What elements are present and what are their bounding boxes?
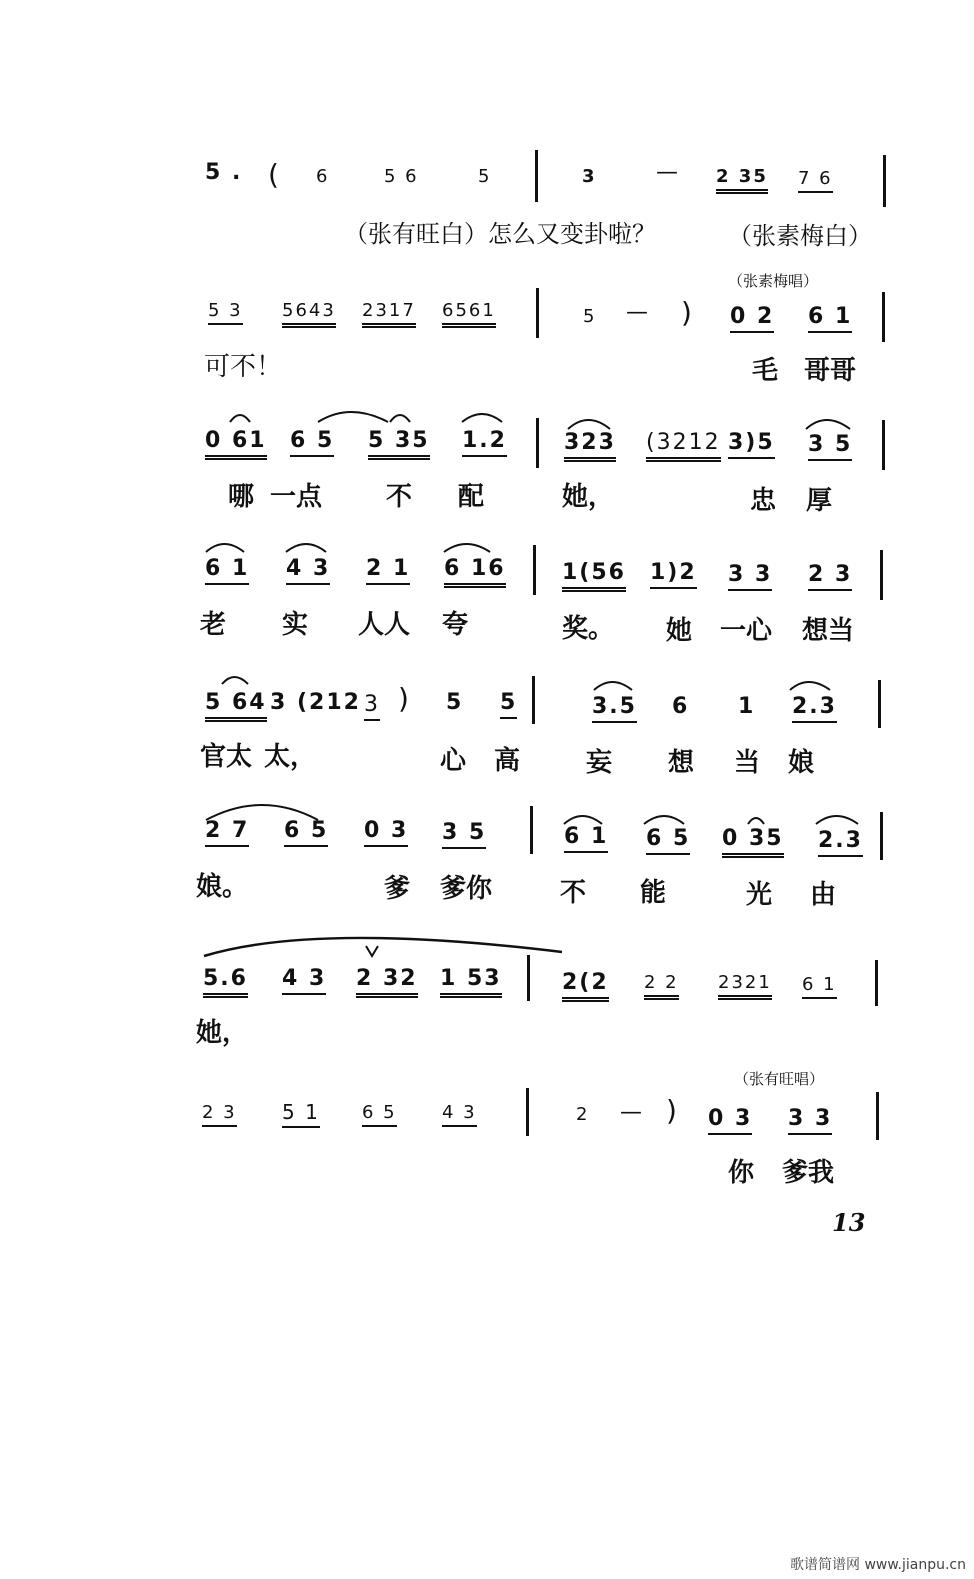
bar-line xyxy=(876,1092,879,1140)
bar-line xyxy=(882,420,885,470)
note: 4 3 xyxy=(286,556,330,585)
lyric: 她， xyxy=(562,482,615,512)
bar-line xyxy=(883,155,886,207)
lyric: 妄 xyxy=(586,748,613,778)
note: 2317 xyxy=(362,300,416,328)
lyric: 高 xyxy=(494,746,521,776)
lyric: 由 xyxy=(810,880,837,910)
site-watermark: 歌谱简谱网 www.jianpu.cn xyxy=(790,1557,966,1573)
note: 3 5 xyxy=(442,820,486,849)
note: 2 3 xyxy=(202,1102,237,1127)
note: 6 1 xyxy=(205,556,249,585)
slur xyxy=(590,668,850,696)
lyric: 夸 xyxy=(442,610,469,640)
note: 6 xyxy=(316,166,330,187)
lyric: 老 xyxy=(200,610,227,640)
note: 6 xyxy=(672,694,690,719)
note: 4 3 xyxy=(442,1102,477,1127)
note: 6 1 xyxy=(564,824,608,853)
note: (3212 xyxy=(646,430,721,462)
slur xyxy=(200,664,260,690)
note: 1(56 xyxy=(562,560,626,592)
lyric: 不 xyxy=(560,878,587,908)
note: 2.3 xyxy=(792,694,837,723)
note: 0 2 xyxy=(730,304,774,333)
note: 3 xyxy=(582,166,597,187)
lyric: 一心 xyxy=(720,616,773,646)
bar-line xyxy=(880,550,883,600)
lyric: 一点 xyxy=(270,482,323,512)
note: 5.6 xyxy=(203,966,248,998)
note: 2321 xyxy=(718,972,772,1000)
bar-line xyxy=(536,288,539,338)
note: 6 5 xyxy=(290,428,334,457)
note: 3 3 xyxy=(788,1106,832,1135)
note: 3 3 xyxy=(728,562,772,591)
note: 5 xyxy=(446,690,464,715)
note: 2 xyxy=(576,1104,590,1125)
note: 5 1 xyxy=(282,1100,320,1128)
note: 5 xyxy=(478,166,492,187)
note: 3.5 xyxy=(592,694,637,723)
note: 1 53 xyxy=(440,966,502,998)
note: 5 . xyxy=(205,160,243,185)
bar-line xyxy=(875,960,878,1006)
spoken-line: （张有旺白）怎么又变卦啦？ xyxy=(344,220,656,248)
note: 5 6 xyxy=(384,166,419,187)
note: 6 5 xyxy=(646,826,690,855)
note: 5 3 xyxy=(208,300,243,325)
note: 2 7 xyxy=(205,818,249,847)
note: 5 64 xyxy=(205,690,267,722)
note: 6 5 xyxy=(284,818,328,847)
note: 6 5 xyxy=(362,1102,397,1127)
lyric: 能 xyxy=(640,878,667,908)
slur xyxy=(196,926,576,962)
note: 4 3 xyxy=(282,966,326,995)
note: ) xyxy=(666,1094,679,1127)
lyric: 哪 xyxy=(228,482,255,512)
lyric: 配 xyxy=(458,482,485,512)
note: 5643 xyxy=(282,300,336,328)
bar-line xyxy=(532,676,535,724)
note: 3 5 xyxy=(808,432,852,461)
bar-line xyxy=(535,150,538,202)
note: 2 3 xyxy=(808,562,852,591)
note: 5 xyxy=(583,306,597,327)
note: 0 61 xyxy=(205,428,267,460)
note: 2.3 xyxy=(818,828,863,857)
note: 1.2 xyxy=(462,428,507,457)
note: 2 2 xyxy=(644,972,679,1000)
note: 0 3 xyxy=(708,1106,752,1135)
note: 323 xyxy=(564,430,616,462)
note: 1)2 xyxy=(650,560,697,589)
note: 3)5 xyxy=(728,430,775,459)
lyric: 光 xyxy=(746,880,773,910)
lyric: 人人 xyxy=(358,610,411,640)
note: 5 35 xyxy=(368,428,430,460)
note: — xyxy=(656,160,680,185)
note: 5 xyxy=(500,690,517,719)
slur xyxy=(200,400,520,430)
page-number: 13 xyxy=(832,1208,866,1237)
lyric: 哥哥 xyxy=(804,356,857,386)
lyric: 爹 xyxy=(384,874,411,904)
lyric: 不 xyxy=(386,482,413,512)
note: 6 1 xyxy=(802,974,837,999)
lyric: 毛 xyxy=(752,356,779,386)
bar-line xyxy=(536,418,539,468)
note: 6 16 xyxy=(444,556,506,588)
note: 7 6 xyxy=(798,168,833,193)
bar-line xyxy=(526,1088,529,1136)
bar-line xyxy=(880,812,883,860)
lyric: 爹我 xyxy=(782,1158,835,1188)
note: 1 xyxy=(738,694,756,719)
lyric: 当 xyxy=(734,748,761,778)
bar-line xyxy=(878,680,881,728)
lyric: 你 xyxy=(728,1158,755,1188)
lyric: 官太 xyxy=(200,742,253,772)
bar-line xyxy=(530,806,533,854)
note: 0 3 xyxy=(364,818,408,847)
note: 2 1 xyxy=(366,556,410,585)
note: ) xyxy=(398,682,411,715)
note: 6561 xyxy=(442,300,496,328)
note: 2 35 xyxy=(716,166,768,194)
note: — xyxy=(620,1100,644,1125)
lyric: 太， xyxy=(264,742,317,772)
note: 2(2 xyxy=(562,970,609,1002)
role-label: （张素梅唱） xyxy=(728,272,819,290)
lyric: 想当 xyxy=(802,616,855,646)
note: 6 1 xyxy=(808,304,852,333)
lyric: 奖。 xyxy=(562,614,615,644)
role-label: （张有旺唱） xyxy=(734,1070,825,1088)
note: 3 xyxy=(364,692,380,721)
note: 2 32 xyxy=(356,966,418,998)
bar-line xyxy=(882,292,885,342)
note: ( xyxy=(268,158,281,191)
lyric: 可不！ xyxy=(204,352,283,382)
lyric: 心 xyxy=(440,746,467,776)
note: — xyxy=(626,300,650,325)
bar-line xyxy=(527,955,530,1001)
lyric: 娘。 xyxy=(196,872,249,902)
spoken-line: （张素梅白） xyxy=(728,222,872,250)
lyric: 想 xyxy=(668,748,695,778)
note: 3 (212 xyxy=(270,690,361,715)
lyric: 实 xyxy=(282,610,309,640)
lyric: 娘 xyxy=(788,748,815,778)
note: 0 35 xyxy=(722,826,784,858)
lyric: 她 xyxy=(666,616,693,646)
bar-line xyxy=(533,545,536,595)
lyric: 她， xyxy=(196,1018,249,1048)
lyric: 厚 xyxy=(806,486,833,516)
lyric: 爹你 xyxy=(440,874,493,904)
note: ) xyxy=(681,296,694,329)
lyric: 忠 xyxy=(750,486,777,516)
